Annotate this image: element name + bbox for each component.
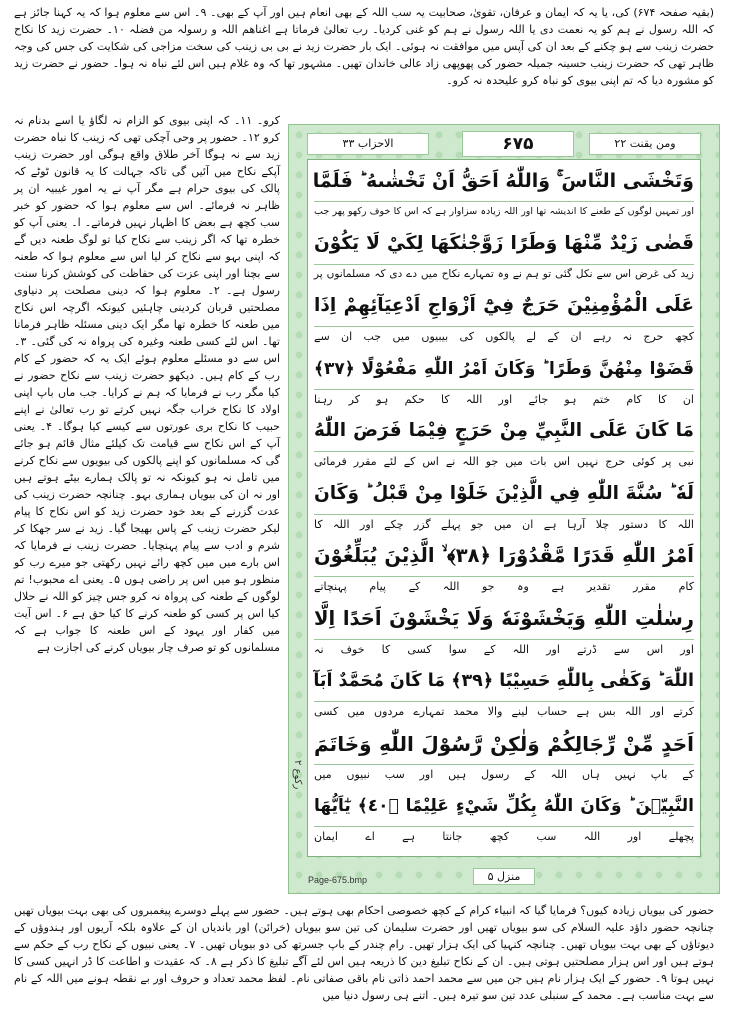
translation-line: کچھ حرج نہ رہے ان کے لے پالکوں کی بیبیوں میں جب ان سے (314, 326, 694, 346)
ayah-line: قَضَوْا مِنْهُنَّ وَطَرًا ؕ وَكَانَ اَمْرُ اللّٰهِ مَفْعُوْلًا ﴿٣٧﴾ (314, 358, 694, 379)
watermark: Page-675.bmp (308, 875, 368, 885)
page-number: ۶۷۵ (462, 131, 574, 157)
translation-line: کے باپ نہیں ہاں اللہ کے رسول ہیں اور سب نبیوں میں (314, 764, 694, 784)
ayah-line: لَهٗ ؕ سُنَّةَ اللّٰهِ فِي الَّذِيْنَ خَلَوْا مِنْ قَبْلُ ؕ وَكَانَ (314, 482, 694, 504)
ruku-marker: رکوع ۲ (292, 760, 303, 790)
translation-line: اللہ کا دستور چلا آرہا ہے ان میں جو پہلے گزر چکے اور اللہ کا (314, 514, 694, 534)
ayah-line: اَحَدٍ مِّنْ رِّجَالِكُمْ وَلٰكِنْ رَّسُوْلَ اللّٰهِ وَخَاتَمَ (314, 731, 694, 756)
ayah-line: قَضٰى زَيْدٌ مِّنْهَا وَطَرًا زَوَّجْنٰكَهَا لِكَيْ لَا يَكُوْنَ (314, 232, 694, 254)
translation-line: زید کی غرض اس سے نکل گئی تو ہم نے وہ تمہارے نکاح میں دے دی کہ مسلمانوں پر (314, 264, 694, 284)
para-label: ومن یقنت ۲۲ (589, 133, 701, 155)
ayah-line: النَّبِيّٖنَ ؕ وَكَانَ اللّٰهُ بِكُلِّ شَيْءٍ عَلِيْمًا ﴿٤٠﴾ يٰٓاَيُّهَا (314, 796, 695, 816)
translation-line: ان کا کام ختم ہو جائے اور اللہ کا حکم ہو کر رہنا (314, 389, 694, 409)
translation-line: اور اس سے ڈرتے اور اللہ کے سوا کسی کا خوف نہ (314, 639, 694, 659)
manzil-text: منزل ۵ (473, 868, 536, 885)
translation-line: کام مقرر تقدیر ہے وہ جو اللہ کے پیام پہنچاتے (314, 576, 694, 596)
ayah-line: اللّٰهَ ؕ وَكَفٰى بِاللّٰهِ حَسِيْبًا ﴿٣٩﴾ مَا كَانَ مُحَمَّدٌ اَبَآ (313, 671, 694, 691)
ayah-line: مَا كَانَ عَلَى النَّبِيِّ مِنْ حَرَجٍ فِيْمَا فَرَضَ اللّٰهُ (314, 420, 694, 441)
ayah-line: وَتَخْشَى النَّاسَ ۚ وَاللّٰهُ اَحَقُّ اَنْ تَخْشٰىهُ ؕ فَلَمَّا (312, 170, 694, 192)
translation-line: اور تمہیں لوگوں کے طعنے کا اندیشہ تھا اور اللہ زیادہ سزاوار ہے کہ اس کا خوف رکھو پھر جب (314, 201, 694, 221)
verses-area (307, 159, 701, 857)
translation-line: پچھلے اور اللہ سب کچھ جانتا ہے اے ایمان (314, 826, 694, 846)
bottom-commentary: حضور کی بیویاں زیادہ کیوں؟ فرمایا گیا کہ انبیاء کرام کے کچھ خصوصی احکام بھی ہوتے ہیں۔ حضور سے پہلے دوسرے پیغمبروں کی بھی بہت بیویاں تھیں چنانچہ حضور داؤد علیہ السلام کی سو بیویاں تھیں اور حضرت سلیمان کی تین سو بیویاں (خرائن) اور باندیاں ان کے علاوہ بلکہ آریوں اور ہندوؤں کے دیوتاؤں کے بھی بہت بیویاں تھیں۔ چنانچہ کنہیا کی ایک ہزار تھیں۔ رام چندر کے باپ جسرتھ کی دو بیویاں تھیں۔ ۷۔ یعنی نبیوں کے نکاح رب کے حکم سے ہوتے ہیں اور اس ہزار مصلحتیں ہوتی ہیں۔ ان کے نکاح تبلیغ دین کا ذریعہ ہیں اس لئے آگے تبلیغ کا ذکر ہے ۸۔ کہ عقیدت و اطاعت کا ڈر انہیں کسی کا نہیں ہوتا ۹۔ حضور کے ایک ہزار نام ہیں جن میں سے محمد احمد ذاتی نام باقی صفاتی نام۔ لفظ محمد تعداد و حروف اور بے نقطہ ہونے میں اللہ کے نام سے بہت مناسب ہے۔ محمد کے سنبلی عدد تین سو تیرہ ہیں۔ اتنے ہی رسول دنیا میں (14, 904, 715, 1002)
top-commentary: (بقیہ صفحہ ۶۷۴) کی، یا یہ کہ ایمان و عرفان، تقویٰ، صحابیت یہ سب اللہ کے بھی انعام ہیں اور آپ کے بھی۔ ۹۔ اس سے معلوم ہوا کہ یہ کہنا جائز ہے کہ اللہ رسول نے ہم کو یہ نعمت دی یا اللہ رسول نے ہم کو غنی کردیا۔ رب تعالیٰ فرماتا ہے اغناھم اللہ و رسولہ من فضلہ ۱۰۔ حضرت زید کا نکاح حضرت زینب سے ہو چکنے کے بعد ان کی آپس میں موافقت نہ ہوئی۔ ایک بار حضرت زید نے بی بی زینب کی سخت مزاجی کی شکایت کی جس کی وجہ ظاہر تھی کہ حضرت زینب حسینہ جمیلہ حضور کی پھوپھی زاد عالی خاندان تھیں۔ مشہور تھا کہ وہ غلام ہیں اس لئے نباہ نہ ہوا۔ حضور نے حضرت زید کو مشورہ دیا کہ تم اپنی بیوی کو نباہ کرو علیحدہ نہ کرو۔ (14, 6, 714, 87)
ayah-line: عَلَى الْمُؤْمِنِيْنَ حَرَجٌ فِيْٓ اَزْوَاجِ اَدْعِيَآئِهِمْ اِذَا (314, 295, 694, 316)
page-header (307, 131, 701, 155)
ayah-line: اَمْرُ اللّٰهِ قَدَرًا مَّقْدُوْرَا ﴿٣٨﴾ ۙ الَّذِيْنَ يُبَلِّغُوْنَ (314, 544, 694, 567)
translation-line: کرتے اور اللہ بس ہے حساب لینے والا محمد تمہارے مردوں میں کسی (314, 701, 694, 721)
side-commentary: کرو۔ ۱۱۔ کہ اپنی بیوی کو الزام نہ لگاؤ یا اسے بدنام نہ کرو ۱۲۔ حضور پر وحی آچکی تھی کہ زینب کا نباہ حضرت زید سے نہ ہوگا آخر طلاق واقع ہوگی اور حضرت زینب آپکے نکاح میں آئیں گی تاکہ جہالت کا یہ قانون ٹوٹے کہ پالک کی بیوی حرام ہے مگر آپ نے یہ امور غیبیہ ان پر ظاہر نہ فرمائے۔ اس سے معلوم ہوا کہ حضور کو خبر سب کچھ ہے بعض کا اظہار نہیں فرماتے۔ ا۔ یعنی آپ کو خطرہ تھا کہ اگر زینب سے نکاح کیا تو لوگ طعنہ دیں گے کہ اپنی بہو سے نکاح کر لیا اس سے معلوم ہوا کہ طعنہ سے بچنا اور اپنی عزت کی حفاظت کی کوشش کرنا سنت رسول ہے۔ ۲۔ معلوم ہوا کہ دینی مصلحت پر دنیاوی مصلحتیں قربان کردینی چاہئیں کیونکہ اگرچہ اس نکاح میں طعنہ کا خطرہ تھا مگر ایک دینی مسئلہ ظاہر فرمانا تھا۔ اس لئے کسی طعنہ وغیرہ کی پرواہ نہ کی گئی۔ ۳۔ اس سے دو مسئلے معلوم ہوئے ایک یہ کہ حضور کے کام رب کے کام ہیں۔ دیکھو حضرت زینب سے نکاح حضور نے کیا مگر رب نے فرمایا کہ ہم نے کرایا۔ جب ماں باپ اپنی اولاد کا نکاح خراب جگہ نہیں کرتے تو رب تعالیٰ نے اپنے حبیب کا نکاح بری عورتوں سے کیسے کیا ہوگا۔ ۴۔ یعنی آپ کے اس نکاح سے قیامت تک کیلئے مثال قائم ہو جائے گی کہ مسلمانوں کو اپنے پالکوں کی بیویوں سے نکاح کرنے میں تامل نہ ہو کیونکہ نہ تو پالک ہمارے بیٹے ہوتے ہیں اور نہ ان کی بیویاں ہماری بہو۔ چنانچہ حضرت زینب کی عدت گزرنے کے بعد خود حضرت زید کو اس نکاح کا پیام لیکر حضرت زینب کے پاس بھیجا گیا۔ زید نے سر جھکا کر شرم و ادب سے پیام پہنچایا۔ حضرت زینب نے فرمایا کہ اس بارے میں میں کچھ رائے نہیں رکھتی جو میرے رب کو منظور ہو میں اس پر راضی ہوں ۵۔ یعنی اے محبوب! تم لوگوں کے طعنہ کی پرواہ نہ کرو جس چیز کو اللہ نے حلال کیا اس پر کسی کو طعنہ کرنے کا کیا حق ہے ۶۔ اس آیت میں کفار اور یہود کے اس طعنہ کا جواب ہے کہ مسلمانوں کو تو صرف چار بیویاں کرنے کی اجازت ہے (14, 114, 280, 654)
ayah-line: رِسٰلٰتِ اللّٰهِ وَيَخْشَوْنَهٗ وَلَا يَخْشَوْنَ اَحَدًا اِلَّا (314, 606, 694, 630)
surah-label: الاحزاب ۳۳ (307, 133, 429, 155)
quran-text-frame (288, 124, 720, 894)
translation-line: نبی پر کوئی حرج نہیں اس بات میں جو اللہ نے اس کے لئے مقرر فرمائی (314, 451, 694, 471)
